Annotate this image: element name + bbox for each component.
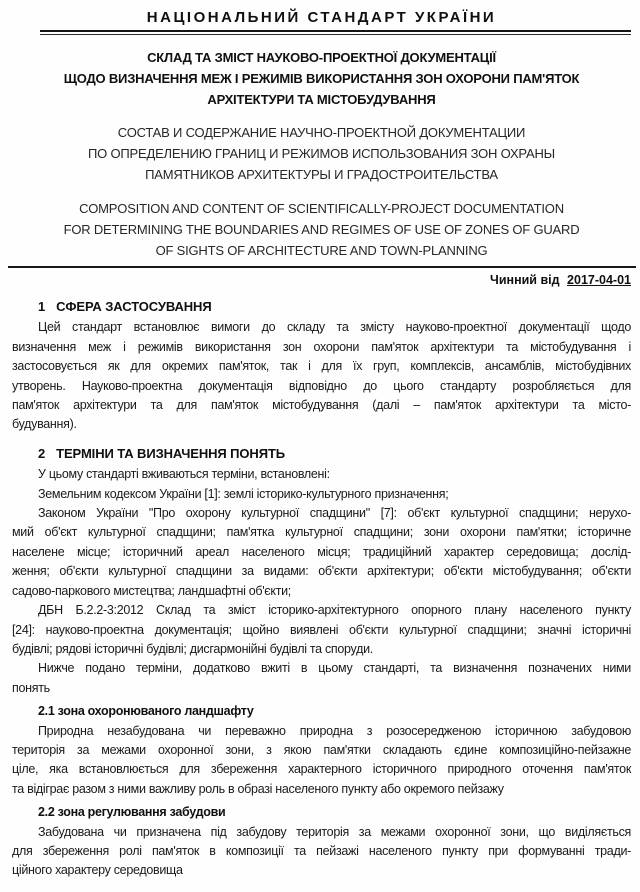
text-line: ДБН Б.2.2-3:2012 Склад та зміст історико-архітектурного опорного плану населеного пункту	[38, 603, 631, 618]
text-line: населене місце; історичний ареал населеного місця; традиційний характер середовища; дослід-	[12, 544, 631, 559]
paragraph	[12, 485, 631, 504]
title-line: СОСТАВ И СОДЕРЖАНИЕ НАУЧНО-ПРОЕКТНОЙ ДОКУМЕНТАЦИИ	[117, 125, 526, 140]
text-line: [24]: науково-проектна документація; щойно виявлені об'єкти культурної спадщини; значні історичні	[12, 622, 631, 637]
text-line: територія за межами охоронної зони, з якою пам'ятки складають єдине композиційно-пейзажне	[12, 742, 631, 757]
subsection-heading: 2.1 зона охоронюваного ландшафту	[38, 704, 254, 719]
header-double-rule	[40, 30, 631, 35]
effective-date-line	[12, 272, 631, 288]
text-line: ційного характеру середовища	[12, 863, 183, 878]
text-line: Земельним кодексом України [1]: землі історико-культурного призначення;	[38, 486, 449, 501]
text-line: мий об'єкт культурної спадщини; пам'ятка культурної спадщини; зони охорони пам'ятки; історичне	[12, 525, 631, 540]
section-heading	[38, 444, 631, 463]
text-line: визначення меж і режимів використання зон охорони пам'яток архітектури та містобудування і	[12, 339, 631, 354]
document-body	[12, 297, 631, 881]
title-english	[12, 198, 631, 261]
paragraph	[12, 465, 631, 484]
text-line: ціле, яка встановлюється для збереження характерного історичного природного оточення пам'яток	[12, 762, 631, 777]
effective-date-value: 2017-04-01	[567, 273, 631, 287]
title-russian	[12, 122, 631, 185]
paragraph	[12, 823, 631, 881]
standard-header-title: НАЦІОНАЛЬНИЙ СТАНДАРТ УКРАЇНИ	[146, 9, 497, 26]
text-line: утворень. Науково-проектна документація відповідно до цього стандарту розробляється для	[12, 378, 631, 393]
effective-date-label: Чинний від	[490, 273, 560, 287]
paragraph	[12, 318, 631, 434]
text-line: У цьому стандарті вживаються терміни, встановлені:	[38, 467, 330, 482]
section-heading	[38, 297, 631, 316]
paragraph	[12, 659, 631, 698]
text-line: пам'яток архітектури та для пам'яток містобудування (далі – пам'яток архітектури та місто-	[12, 398, 631, 413]
paragraph	[12, 722, 631, 800]
paragraph	[12, 504, 631, 601]
heading-number: 2	[38, 445, 46, 461]
heading-label: СФЕРА ЗАСТОСУВАННЯ	[56, 299, 212, 314]
heading-label: ТЕРМІНИ ТА ВИЗНАЧЕННЯ ПОНЯТЬ	[56, 445, 286, 461]
text-line: Нижче подано терміни, додатково вжиті в цьому стандарті, та визначення позначених ними	[38, 661, 631, 676]
title-line: FOR DETERMINING THE BOUNDARIES AND REGIMES OF USE OF ZONES OF GUARD	[63, 222, 580, 237]
text-line: Цей стандарт встановлює вимоги до складу та змісту науково-проектної документації щодо	[38, 320, 631, 335]
title-line: ПАМЯТНИКОВ АРХИТЕКТУРЫ И ГРАДОСТРОИТЕЛЬСТВА	[145, 167, 498, 182]
title-line: АРХІТЕКТУРИ ТА МІСТОБУДУВАННЯ	[207, 92, 436, 107]
title-line: ПО ОПРЕДЕЛЕНИЮ ГРАНИЦ И РЕЖИМОВ ИСПОЛЬЗОВАНИЯ ЗОН ОХРАНЫ	[88, 146, 555, 161]
title-line: ЩОДО ВИЗНАЧЕННЯ МЕЖ І РЕЖИМІВ ВИКОРИСТАННЯ ЗОН ОХОРОНИ ПАМ'ЯТОК	[63, 71, 580, 86]
title-line: СКЛАД ТА ЗМІСТ НАУКОВО-ПРОЕКТНОЇ ДОКУМЕНТАЦІЇ	[147, 50, 496, 65]
subsection-heading: 2.2 зона регулювання забудови	[38, 805, 226, 820]
text-line: Законом України "Про охорону культурної спадщини" [7]: об'єкт культурної спадщини; нерухо-	[38, 506, 631, 521]
title-line: OF SIGHTS OF ARCHITECTURE AND TOWN-PLANNING	[155, 243, 488, 258]
text-line: будівлі; рядові історичні будівлі; дисгармонійні будівлі та споруди.	[12, 641, 373, 656]
text-line: Забудована чи призначена під забудову територія за межами охоронної зони, що виділяється	[38, 824, 631, 839]
text-line: для збереження ролі пам'яток в композиції та пейзажі населеного пункту при формуванні тради-	[12, 843, 631, 858]
title-ukrainian	[12, 47, 631, 110]
title-line: COMPOSITION AND CONTENT OF SCIENTIFICALLY-PROJECT DOCUMENTATION	[79, 201, 564, 216]
paragraph	[12, 601, 631, 659]
heading-number: 1	[38, 299, 46, 314]
text-line: понять	[12, 680, 50, 695]
text-line: садово-паркового мистецтва; ландшафтні об'єкти;	[12, 583, 291, 598]
text-line: Природна незабудована чи переважно природна з розосередженою історичною забудовою	[38, 723, 631, 738]
separator-rule	[8, 266, 636, 268]
text-line: застосовується як для окремих пам'яток, так і для їх груп, комплексів, ансамблів, містобудівних	[12, 359, 631, 374]
text-line: будування).	[12, 417, 77, 432]
text-line: ження; об'єкти культурної спадщини за видами: об'єкти архітектури; об'єкти містобудування; об'єкти	[12, 564, 631, 579]
text-line: та відіграє разом з ними важливу роль в образі населеного пункту або окремого пейзажу	[12, 781, 504, 796]
